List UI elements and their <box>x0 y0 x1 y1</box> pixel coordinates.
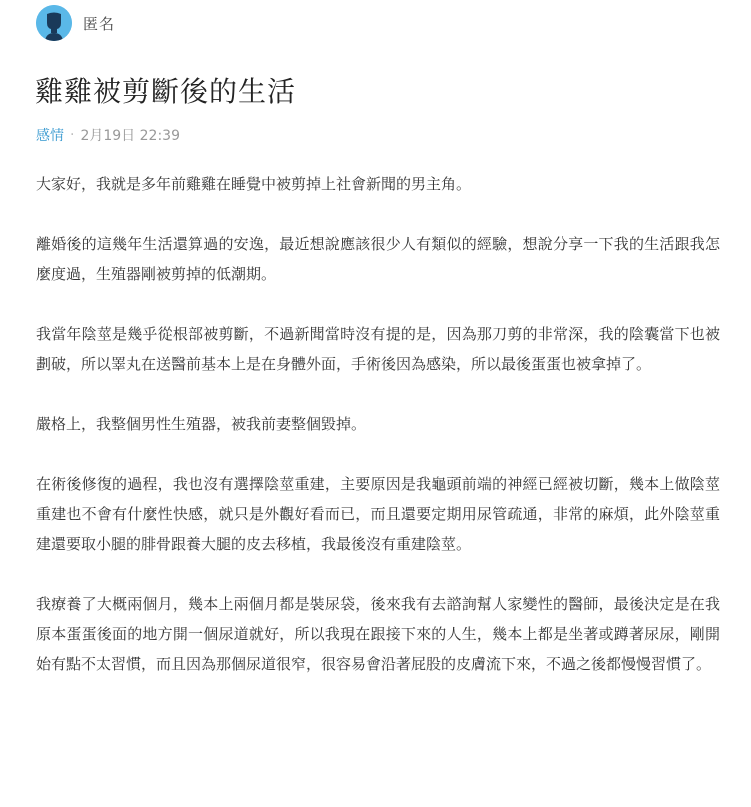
paragraph-5: 在術後修復的過程，我也沒有選擇陰莖重建，主要原因是我龜頭前端的神經已經被切斷，幾本上做陰莖重建也不會有什麼性快感，就只是外觀好看而已，而且還要定期用尿管疏通，非常的麻煩，此外陰莖重建還要取小腿的腓骨跟養大腿的皮去移植，我最後沒有重建陰莖。 <box>36 475 720 553</box>
post-category-link[interactable]: 感情 <box>36 128 64 144</box>
paragraph-2: 離婚後的這幾年生活還算過的安逸，最近想說應該很少人有類似的經驗，想說分享一下我的生活跟我怎麼度過，生殖器剛被剪掉的低潮期。 <box>36 235 720 283</box>
author-row <box>36 4 115 42</box>
post-title: 雞雞被剪斷後的生活 <box>35 75 297 108</box>
post-date: 2月19日 22:39 <box>80 128 180 144</box>
anonymous-avatar-icon <box>36 5 72 41</box>
paragraph-3: 我當年陰莖是幾乎從根部被剪斷，不過新聞當時沒有提的是，因為那刀剪的非常深，我的陰囊當下也被劃破，所以睪丸在送醫前基本上是在身體外面，手術後因為感染，所以最後蛋蛋也被拿掉了。 <box>36 325 720 373</box>
paragraph-4: 嚴格上，我整個男性生殖器，被我前妻整個毀掉。 <box>36 415 367 433</box>
meta-separator: · <box>70 127 75 143</box>
paragraph-6: 我療養了大概兩個月，幾本上兩個月都是裝尿袋，後來我有去諮詢幫人家變性的醫師，最後決定是在我原本蛋蛋後面的地方開一個尿道就好，所以我現在跟接下來的人生，幾本上都是坐著或蹲著尿尿，剛開始有點不太習慣，而且因為那個尿道很窄，很容易會沿著屁股的皮膚流下來，不過之後都慢慢習慣了。 <box>36 595 720 673</box>
author-name[interactable]: 匿名 <box>83 14 116 33</box>
post-content <box>36 169 720 709</box>
paragraph-1: 大家好，我就是多年前雞雞在睡覺中被剪掉上社會新聞的男主角。 <box>36 175 472 193</box>
avatar[interactable] <box>36 5 72 41</box>
post-meta <box>36 125 180 145</box>
